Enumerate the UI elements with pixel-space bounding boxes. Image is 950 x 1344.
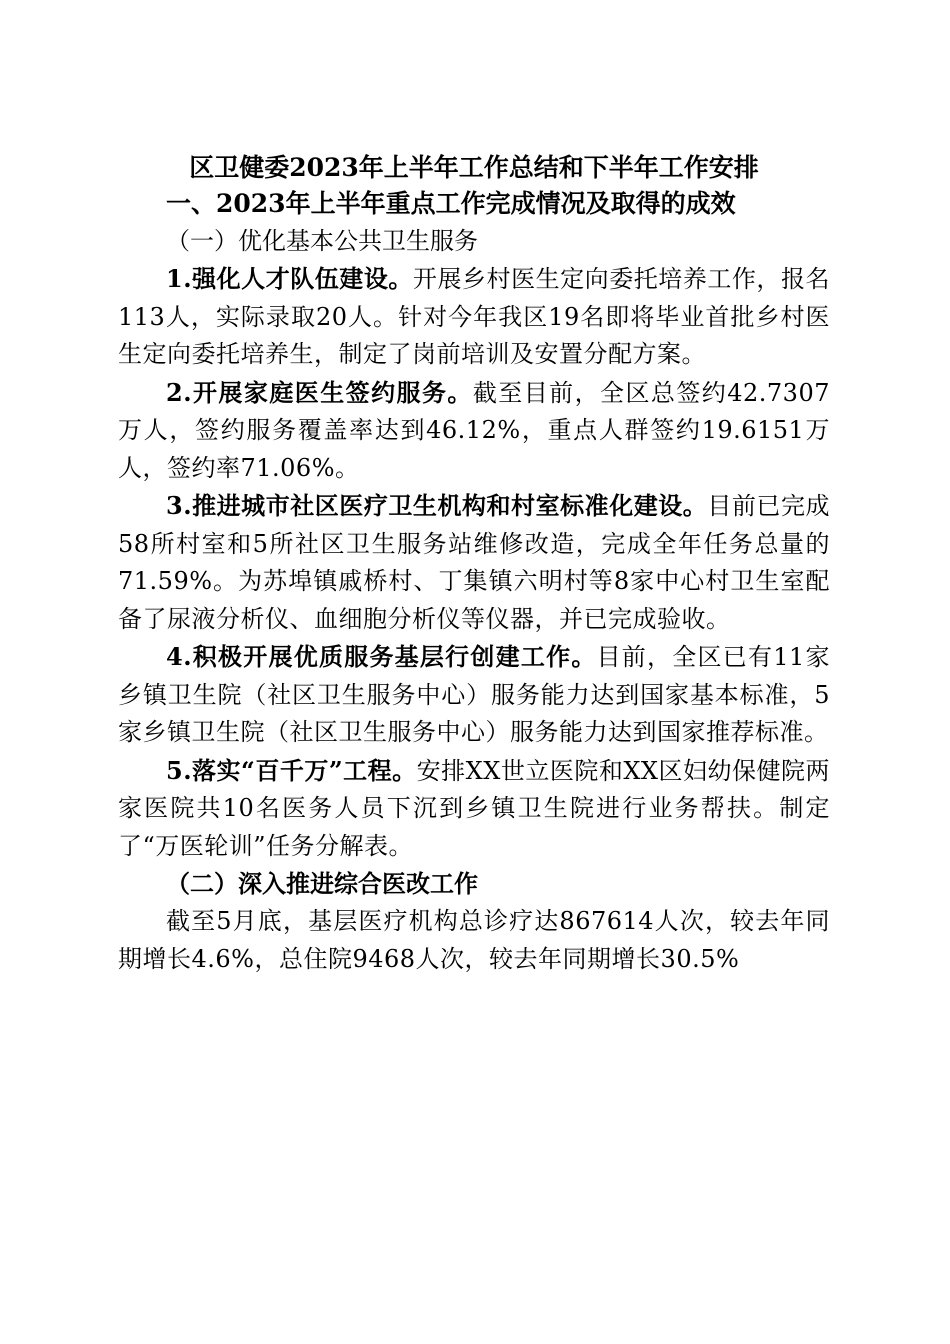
document-title: 区卫健委2023年上半年工作总结和下半年工作安排 <box>189 153 759 182</box>
paragraph-item-3 <box>118 487 830 638</box>
paragraph-item-2 <box>118 374 830 488</box>
item-body: 安排XX世立医院和XX区妇幼保健院两家医院共10名医务人员下沉到乡镇卫生院进行业务帮扶。制定了“万医轮训”任务分解表。 <box>118 756 831 860</box>
item-lead: 2.开展家庭医生签约服务。 <box>166 377 473 407</box>
paragraph-item-1 <box>118 260 830 374</box>
paragraph-medical-reform: 截至5月底，基层医疗机构总诊疗达867614人次，较去年同期增长4.6%，总住院9468人次，较去年同期增长30.5% <box>118 907 830 973</box>
subsection-heading-1: （一）优化基本公共卫生服务 <box>166 227 478 255</box>
item-body: 目前已完成58所村室和5所社区卫生服务站维修改造，完成全年任务总量的71.59%。为苏埠镇戚桥村、丁集镇六明村等8家中心村卫生室配备了尿液分析仪、血细胞分析仪等仪器，并已完成验收。 <box>118 492 831 633</box>
item-lead: 1.强化人才队伍建设。 <box>166 264 413 293</box>
paragraph-item-4 <box>118 638 830 752</box>
subsection-heading-2: （二）深入推进综合医改工作 <box>166 869 478 898</box>
section-heading-1: 一、2023年上半年重点工作完成情况及取得的成效 <box>166 189 736 218</box>
item-body: 目前，全区已有11家乡镇卫生院（社区卫生服务中心）服务能力达到国家基本标准，5家乡镇卫生院（社区卫生服务中心）服务能力达到国家推荐标准。 <box>118 643 830 746</box>
item-lead: 5.落实“百千万”工程。 <box>166 755 417 785</box>
item-body: 开展乡村医生定向委托培养工作，报名113人，实际录取20人。针对今年我区19名即将毕业首批乡村医生定向委托培养生，制定了岗前培训及安置分配方案。 <box>118 265 830 368</box>
paragraph-item-5 <box>118 752 830 866</box>
document-page <box>118 150 830 978</box>
item-lead: 4.积极开展优质服务基层行创建工作。 <box>166 642 597 671</box>
item-body: 截至目前，全区总签约42.7307万人，签约服务覆盖率达到46.12%，重点人群签约19.6151万人，签约率71.06%。 <box>118 378 830 482</box>
item-lead: 3.推进城市社区医疗卫生机构和村室标准化建设。 <box>166 491 708 520</box>
